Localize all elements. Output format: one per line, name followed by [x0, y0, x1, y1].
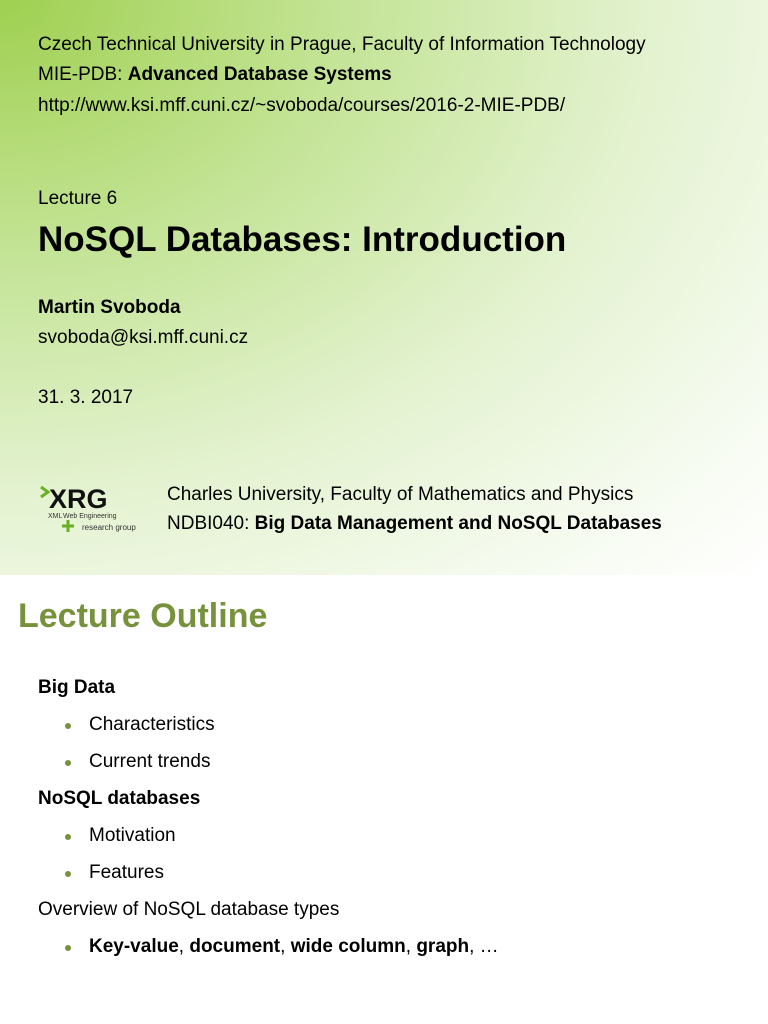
- section-overview: Overview of NoSQL database types: [38, 899, 340, 920]
- outline-title: Lecture Outline: [18, 597, 268, 635]
- svg-text:XML: XML: [48, 513, 63, 520]
- lecture-title: NoSQL Databases: Introduction: [38, 220, 567, 259]
- author-email: svoboda@ksi.mff.cuni.cz: [38, 327, 249, 348]
- bullet-icon: [65, 871, 71, 877]
- section-big-data: Big Data: [38, 677, 116, 698]
- university-line: Charles University, Faculty of Mathematics and Physics: [167, 484, 634, 505]
- bullet-icon: [65, 945, 71, 951]
- list-item: Features: [89, 862, 164, 883]
- course-line: [38, 64, 392, 86]
- logo-text: XRG: [49, 484, 108, 514]
- list-item: Characteristics: [89, 714, 215, 735]
- lecture-number: Lecture 6: [38, 188, 118, 209]
- ndbi-course-line: NDBI040: Big Data Management and NoSQL Databases: [167, 513, 662, 534]
- bullet-icon: [65, 760, 71, 766]
- xrg-logo: [38, 482, 142, 538]
- institution-line: Czech Technical University in Prague, Faculty of Information Technology: [38, 34, 646, 55]
- bullet-icon: [65, 834, 71, 840]
- outline-slide: [0, 575, 768, 1024]
- lecture-date: 31. 3. 2017: [38, 387, 134, 408]
- list-item: Motivation: [89, 825, 176, 846]
- course-name: Advanced Database Systems: [127, 64, 392, 85]
- author-name: Martin Svoboda: [38, 297, 181, 318]
- list-item-types: Key-value, document, wide column, graph, …: [89, 936, 499, 957]
- section-nosql: NoSQL databases: [38, 788, 201, 809]
- course-code: MIE-PDB:: [38, 64, 128, 85]
- svg-text:research group: research group: [82, 523, 136, 532]
- course-url: http://www.ksi.mff.cuni.cz/~svoboda/courses/2016-2-MIE-PDB/: [38, 95, 566, 116]
- list-item: Current trends: [89, 751, 211, 772]
- bullet-icon: [65, 723, 71, 729]
- svg-text:Web Engineering: Web Engineering: [63, 513, 117, 520]
